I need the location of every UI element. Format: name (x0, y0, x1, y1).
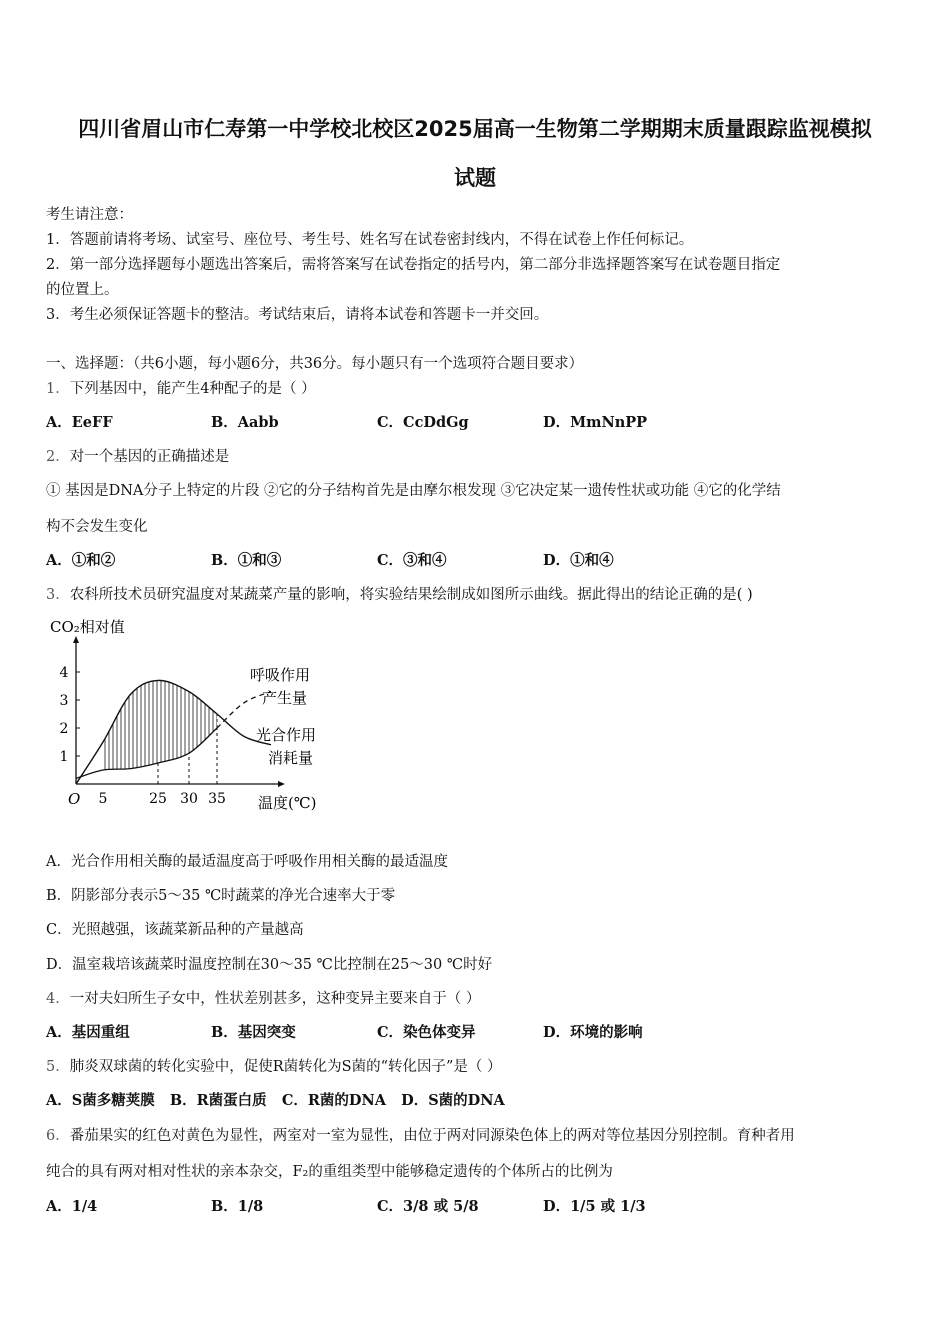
option-b[interactable]: B．1/8 (211, 1198, 264, 1215)
y-tick-label: 3 (59, 693, 69, 709)
option-a[interactable]: A．①和② (46, 552, 116, 569)
question-number: 4． (46, 991, 70, 1007)
question-2-statements-cont: 构不会发生变化 (46, 519, 148, 535)
option-c[interactable]: C．光照越强，该蔬菜新品种的产量越高 (46, 922, 304, 938)
question-stem: 农科所技术员研究温度对某蔬菜产量的影响，将实验结果绘制成如图所示曲线。据此得出的结论正确的是( ) (69, 587, 753, 603)
option-a[interactable]: A．基因重组 (46, 1024, 130, 1041)
origin-label: O (68, 790, 81, 808)
option-a[interactable]: A．光合作用相关酶的最适温度高于呼吸作用相关酶的最适温度 (46, 854, 448, 870)
option-d[interactable]: D．1/5 或 1/3 (543, 1198, 646, 1215)
question-2-statements: ① 基因是DNA分子上特定的片段 ②它的分子结构首先是由摩尔根发现 ③它决定某一遗传性状或功能 ④它的化学结 (46, 483, 781, 499)
x-tick-label: 30 (180, 791, 198, 807)
option-c[interactable]: C．CcDdGg (377, 414, 469, 431)
option-b[interactable]: B．基因突变 (211, 1024, 296, 1041)
question-6 (46, 1124, 795, 1145)
option-c[interactable]: C．③和④ (377, 552, 447, 569)
option-d[interactable]: D．MmNnPP (543, 414, 648, 431)
legend-label-respiration: 产生量 (262, 689, 308, 707)
question-5 (46, 1055, 502, 1076)
notice-heading: 考生请注意： (46, 207, 133, 223)
option-b[interactable]: B．①和③ (211, 552, 282, 569)
notice-item: 的位置上。 (46, 282, 119, 298)
page-title-line2: 试题 (454, 166, 496, 190)
section-heading: 一、选择题：（共6小题，每小题6分，共36分。每小题只有一个选项符合题目要求） (46, 356, 584, 372)
y-tick-label: 4 (59, 665, 69, 681)
co2-temperature-chart (40, 612, 340, 817)
option-b[interactable]: B．阴影部分表示5～35 ℃时蔬菜的净光合速率大于零 (46, 888, 396, 904)
question-stem: 对一个基因的正确描述是 (69, 449, 230, 465)
option-c[interactable]: C．3/8 或 5/8 (377, 1198, 479, 1215)
option-d[interactable]: D．①和④ (543, 552, 614, 569)
question-number: 3． (46, 587, 70, 603)
question-number: 6． (46, 1128, 70, 1144)
page-title: 四川省眉山市仁寿第一中学校北校区2025届高一生物第二学期期末质量跟踪监视模拟 (78, 117, 872, 141)
x-axis-arrow (278, 781, 285, 787)
question-6-cont: 纯合的具有两对相对性状的亲本杂交，F₂的重组类型中能够稳定遗传的个体所占的比例为 (46, 1164, 613, 1180)
question-stem: 一对夫妇所生子女中，性状差别甚多，这种变异主要来自于（ ） (69, 991, 481, 1007)
legend-label-respiration: 呼吸作用 (250, 666, 311, 684)
notice-item: 1．答题前请将考场、试室号、座位号、考生号、姓名写在试卷密封线内，不得在试卷上作任何标记。 (46, 232, 694, 248)
x-tick-label: 35 (208, 791, 226, 807)
x-tick-label: 5 (98, 791, 108, 807)
y-axis-arrow (73, 636, 79, 643)
question-stem: 肺炎双球菌的转化实验中，促使R菌转化为S菌的“转化因子”是（ ） (69, 1059, 502, 1075)
legend-label-photosynthesis: 光合作用 (256, 726, 317, 744)
question-2 (46, 445, 229, 466)
question-number: 5． (46, 1059, 70, 1075)
question-5-options[interactable]: A．S菌多糖荚膜 B．R菌蛋白质 C．R菌的DNA D．S菌的DNA (46, 1092, 505, 1109)
notice-item: 3．考生必须保证答题卡的整洁。考试结束后，请将本试卷和答题卡一并交回。 (46, 307, 549, 323)
x-axis-label: 温度(℃) (258, 794, 317, 812)
shaded-region (103, 680, 217, 770)
question-1 (46, 377, 316, 398)
y-tick-label: 2 (59, 721, 69, 737)
option-d[interactable]: D．温室栽培该蔬菜时温度控制在30～35 ℃比控制在25～30 ℃时好 (46, 957, 493, 973)
question-3 (46, 583, 753, 604)
option-b[interactable]: B．Aabb (211, 414, 279, 431)
question-4 (46, 987, 480, 1008)
x-tick-label: 25 (149, 791, 167, 807)
notice-item: 2．第一部分选择题每小题选出答案后，需将答案写在试卷指定的括号内，第二部分非选择题答案写在试卷题目指定 (46, 257, 781, 273)
option-d[interactable]: D．环境的影响 (543, 1024, 643, 1041)
question-stem: 下列基因中，能产生4种配子的是（ ） (69, 381, 316, 397)
option-c[interactable]: C．染色体变异 (377, 1024, 476, 1041)
y-tick-label: 1 (59, 749, 69, 765)
question-number: 2． (46, 449, 70, 465)
question-number: 1． (46, 381, 70, 397)
option-a[interactable]: A．1/4 (46, 1198, 98, 1215)
question-stem: 番茄果实的红色对黄色为显性，两室对一室为显性，由位于两对同源染色体上的两对等位基因分别控制。育种者用 (69, 1128, 795, 1144)
y-axis-label: CO₂相对值 (50, 618, 125, 636)
legend-label-photosynthesis: 消耗量 (268, 749, 314, 767)
option-a[interactable]: A．EeFF (46, 414, 113, 431)
